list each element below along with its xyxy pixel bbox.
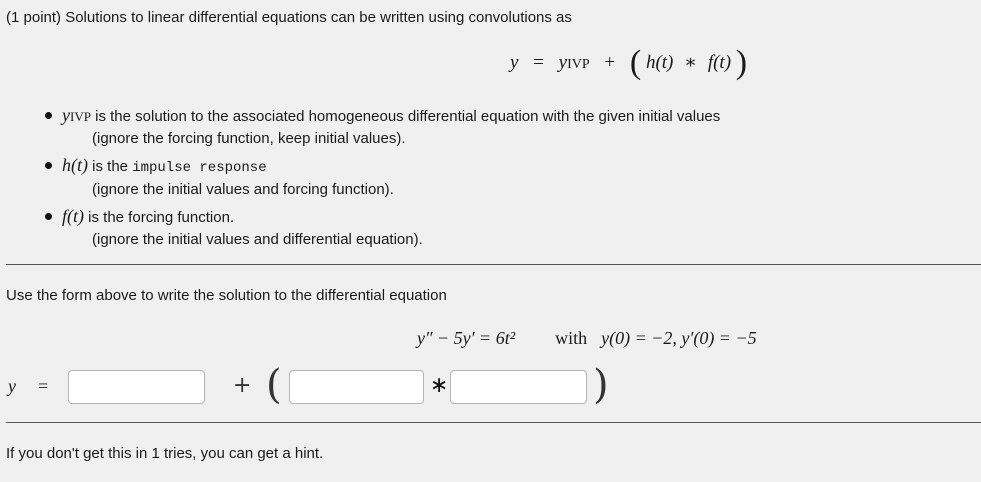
bullet-note: (ignore the initial values and differential equation). (92, 231, 423, 248)
list-item (40, 205, 860, 251)
divider (6, 264, 981, 265)
de-conditions: y(0) = −2, y′(0) = −5 (601, 328, 757, 348)
answer-y-label: y (8, 376, 16, 396)
bullet-note: (ignore the initial values and forcing function). (92, 181, 394, 198)
convolution-formula (510, 44, 747, 82)
list-item (40, 154, 860, 201)
formula-plus: + (604, 52, 616, 73)
formula-yivp: yIVP (558, 52, 590, 73)
formula-lparen: ( (629, 44, 642, 81)
question-prompt: Use the form above to write the solution to the differential equation (6, 287, 447, 304)
yivp-symbol: yIVP (62, 105, 91, 125)
answer-lparen: ( (266, 362, 282, 408)
definitions-list (40, 104, 860, 255)
list-item (40, 104, 860, 150)
de-lhs: y″ − 5y′ = 6t² (417, 328, 516, 348)
bullet-text: is the solution to the associated homogeneous differential equation with the given initial values (90, 108, 721, 125)
problem-intro: (1 point) Solutions to linear differential equations can be written using convolutions as (6, 9, 572, 26)
formula-f: f(t) (707, 52, 732, 73)
bullet-text: is the forcing function. (84, 209, 235, 226)
de-with: with (555, 328, 588, 348)
differential-equation (417, 328, 757, 349)
formula-equals: = (533, 52, 544, 73)
h-input[interactable] (289, 370, 424, 404)
bullet-note: (ignore the forcing function, keep initial values). (92, 130, 406, 147)
yivp-input[interactable] (68, 370, 205, 404)
formula-star: ∗ (684, 52, 698, 73)
answer-equals: = (38, 376, 49, 396)
answer-star: ∗ (430, 373, 449, 398)
f-input[interactable] (450, 370, 587, 404)
formula-rparen: ) (735, 44, 748, 81)
divider (6, 422, 981, 423)
formula-y: y (510, 52, 519, 73)
answer-rparen: ) (593, 362, 609, 408)
answer-plus: + (233, 373, 252, 398)
f-symbol: f(t) (62, 206, 84, 226)
impulse-response-code: impulse response (132, 160, 267, 176)
h-symbol: h(t) (62, 155, 88, 175)
formula-h: h(t) (645, 52, 674, 73)
bullet-text: is the (88, 158, 133, 175)
hint-text: If you don't get this in 1 tries, you can get a hint. (6, 445, 324, 462)
